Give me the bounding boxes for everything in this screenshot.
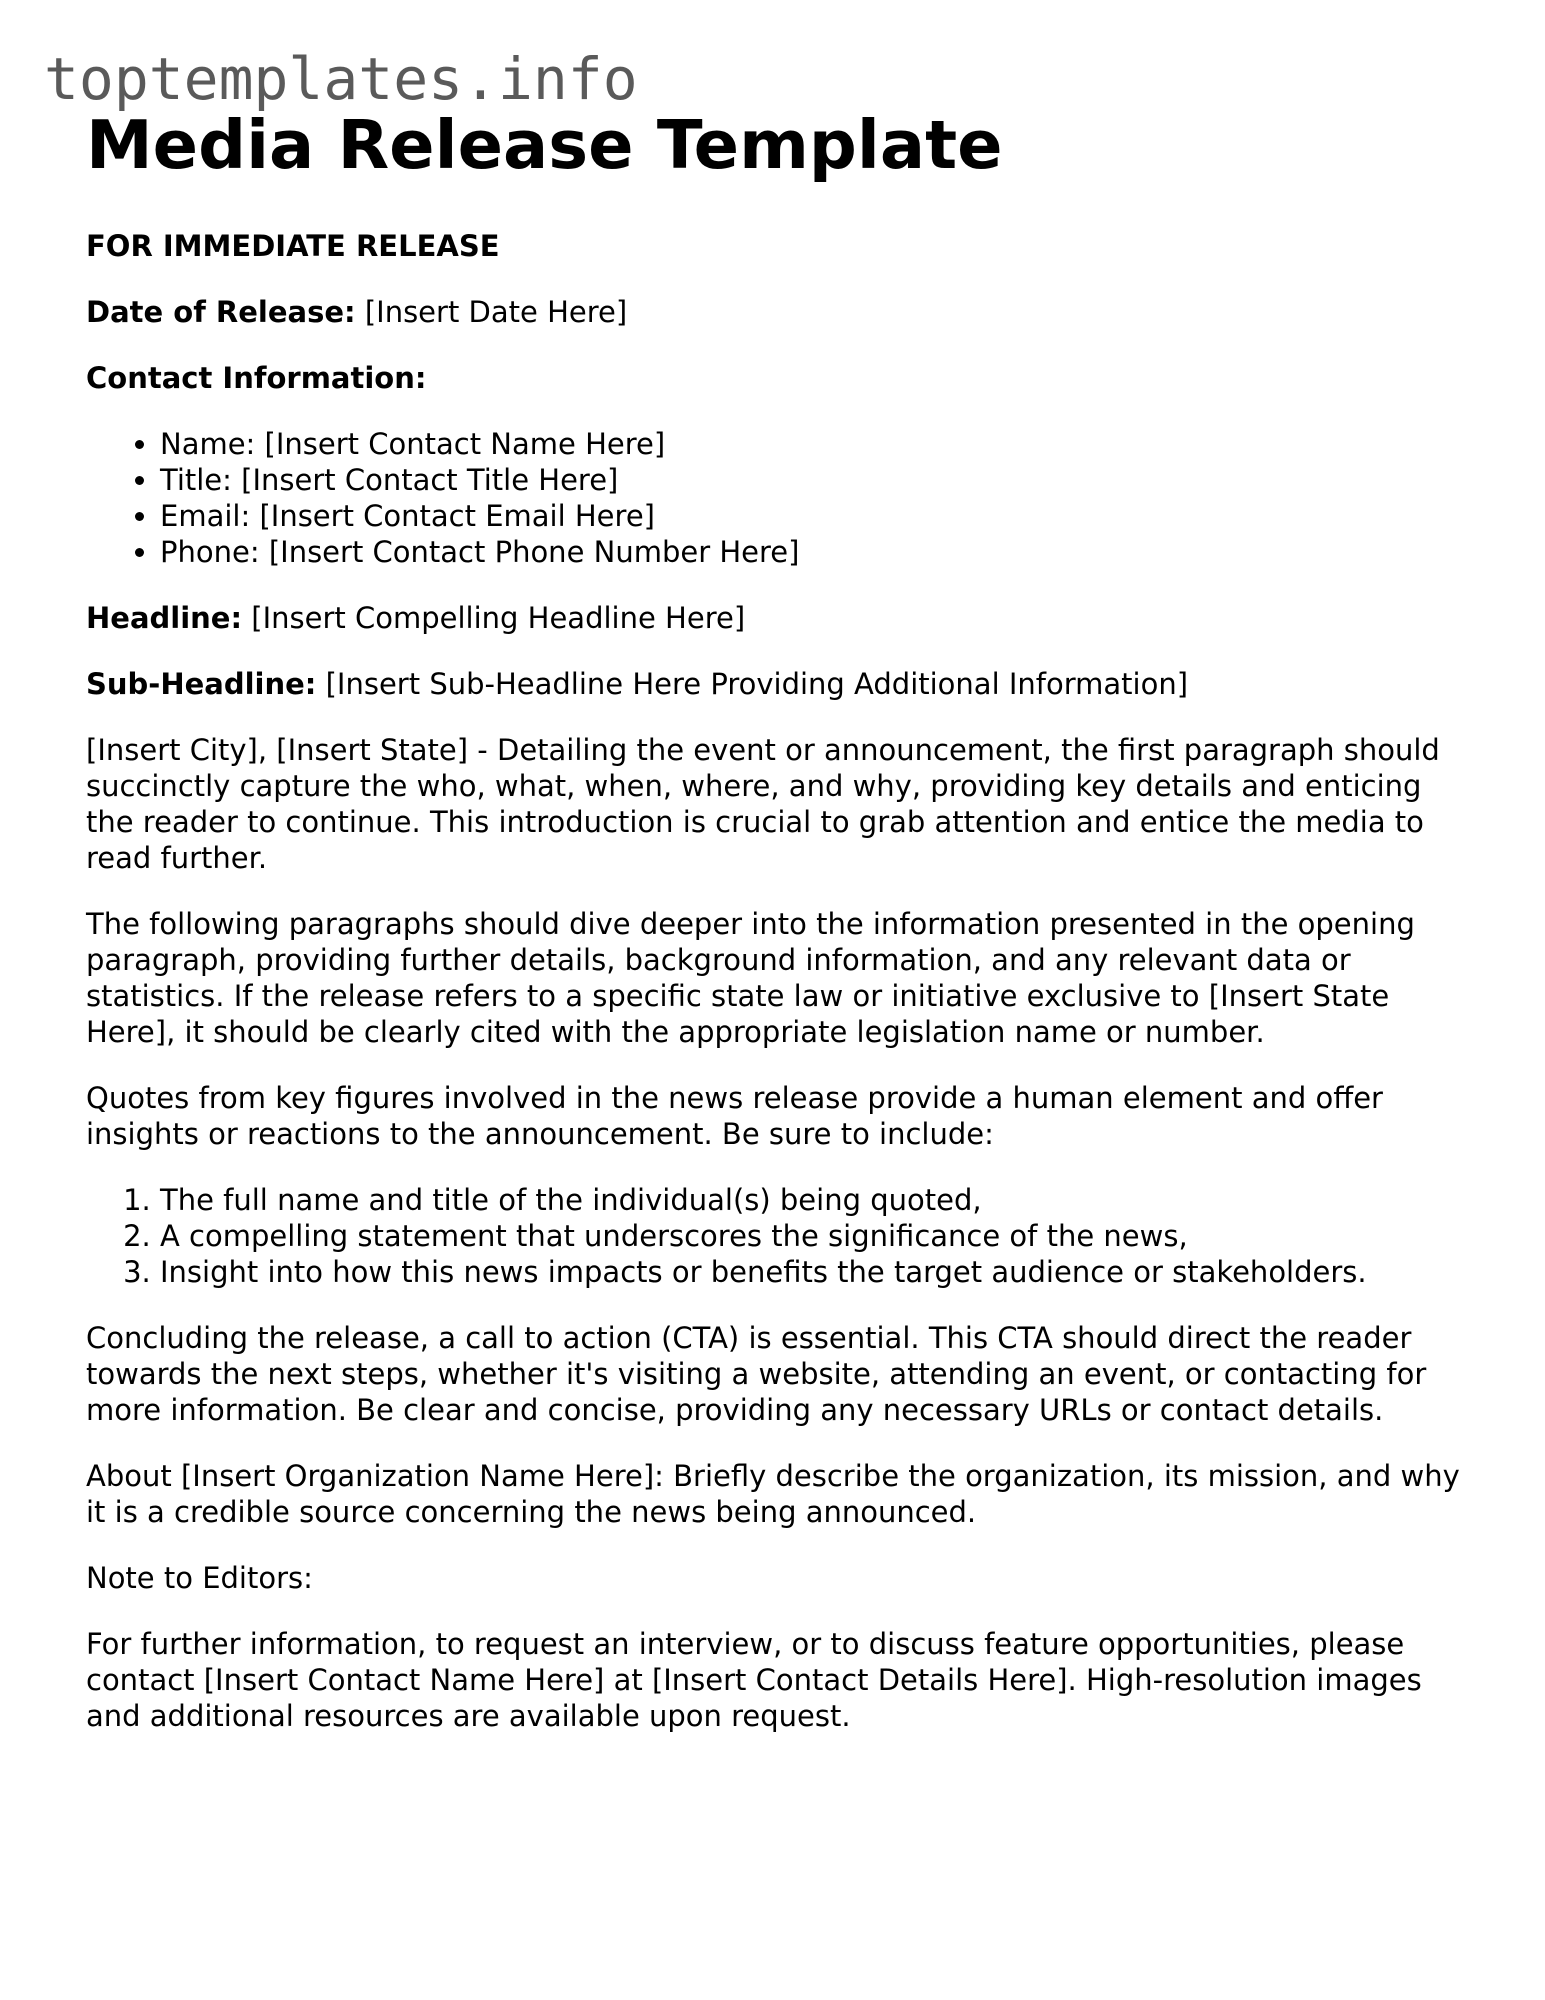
further-info-paragraph: For further information, to request an interview, or to discuss feature opportunities, please contact [Insert Contact Name Here] at [Insert Contact Details Here]. High-resolution images and additional resources are available upon request. bbox=[86, 1627, 1422, 1733]
headline bbox=[86, 600, 1466, 636]
list-item: • Email: [Insert Contact Email Here] bbox=[160, 498, 1466, 534]
about-paragraph: About [Insert Organization Name Here]: Briefly describe the organization, its mission, and why it is a credible source concerning the news being announced. bbox=[86, 1459, 1460, 1529]
sub-headline-label: Sub-Headline: bbox=[86, 667, 317, 701]
headline-value: [Insert Compelling Headline Here] bbox=[242, 601, 746, 635]
document-title: Media Release Template bbox=[86, 106, 1003, 184]
watermark: toptemplates.info bbox=[44, 45, 638, 113]
contact-info-label bbox=[86, 360, 1466, 396]
contact-label: Contact Information: bbox=[86, 361, 427, 395]
date-value: [Insert Date Here] bbox=[355, 295, 628, 329]
contact-list bbox=[86, 426, 1466, 570]
release-line: FOR IMMEDIATE RELEASE bbox=[86, 229, 500, 263]
intro-paragraph: [Insert City], [Insert State] - Detailing the event or announcement, the first paragraph should succinctly capture the who, what, when, where, and why, providing key details and enticing the reader to continue. This introduction is crucial to grab attention and entice the media to read further. bbox=[86, 733, 1440, 875]
list-item: • Phone: [Insert Contact Phone Number Here] bbox=[160, 534, 1466, 570]
date-label: Date of Release: bbox=[86, 295, 356, 329]
date-of-release bbox=[86, 294, 1466, 330]
document-content bbox=[86, 104, 1466, 1734]
body-paragraph: The following paragraphs should dive deeper into the information presented in the opening paragraph, providing further details, background information, and any relevant data or statistics. If the release refers to a specific state law or initiative exclusive to [Insert State Here], it should be clearly cited with the appropriate legislation name or number. bbox=[86, 907, 1415, 1049]
list-item: 3. Insight into how this news impacts or benefits the target audience or stakeholders. bbox=[160, 1254, 1466, 1290]
quote-list bbox=[86, 1182, 1466, 1290]
sub-headline-value: [Insert Sub-Headline Here Providing Additional Information] bbox=[316, 667, 1189, 701]
quotes-paragraph: Quotes from key figures involved in the news release provide a human element and offer insights or reactions to the announcement. Be sure to include: bbox=[86, 1081, 1383, 1151]
list-item: 1. The full name and title of the individual(s) being quoted, bbox=[160, 1182, 1466, 1218]
cta-paragraph: Concluding the release, a call to action (CTA) is essential. This CTA should direct the reader towards the next steps, whether it's visiting a website, attending an event, or contacting for more information. Be clear and concise, providing any necessary URLs or contact details. bbox=[86, 1321, 1427, 1427]
list-item: • Name: [Insert Contact Name Here] bbox=[160, 426, 1466, 462]
list-item: • Title: [Insert Contact Title Here] bbox=[160, 462, 1466, 498]
headline-label: Headline: bbox=[86, 601, 243, 635]
note-to-editors: Note to Editors: bbox=[86, 1561, 313, 1595]
sub-headline bbox=[86, 666, 1466, 702]
list-item: 2. A compelling statement that underscores the significance of the news, bbox=[160, 1218, 1466, 1254]
